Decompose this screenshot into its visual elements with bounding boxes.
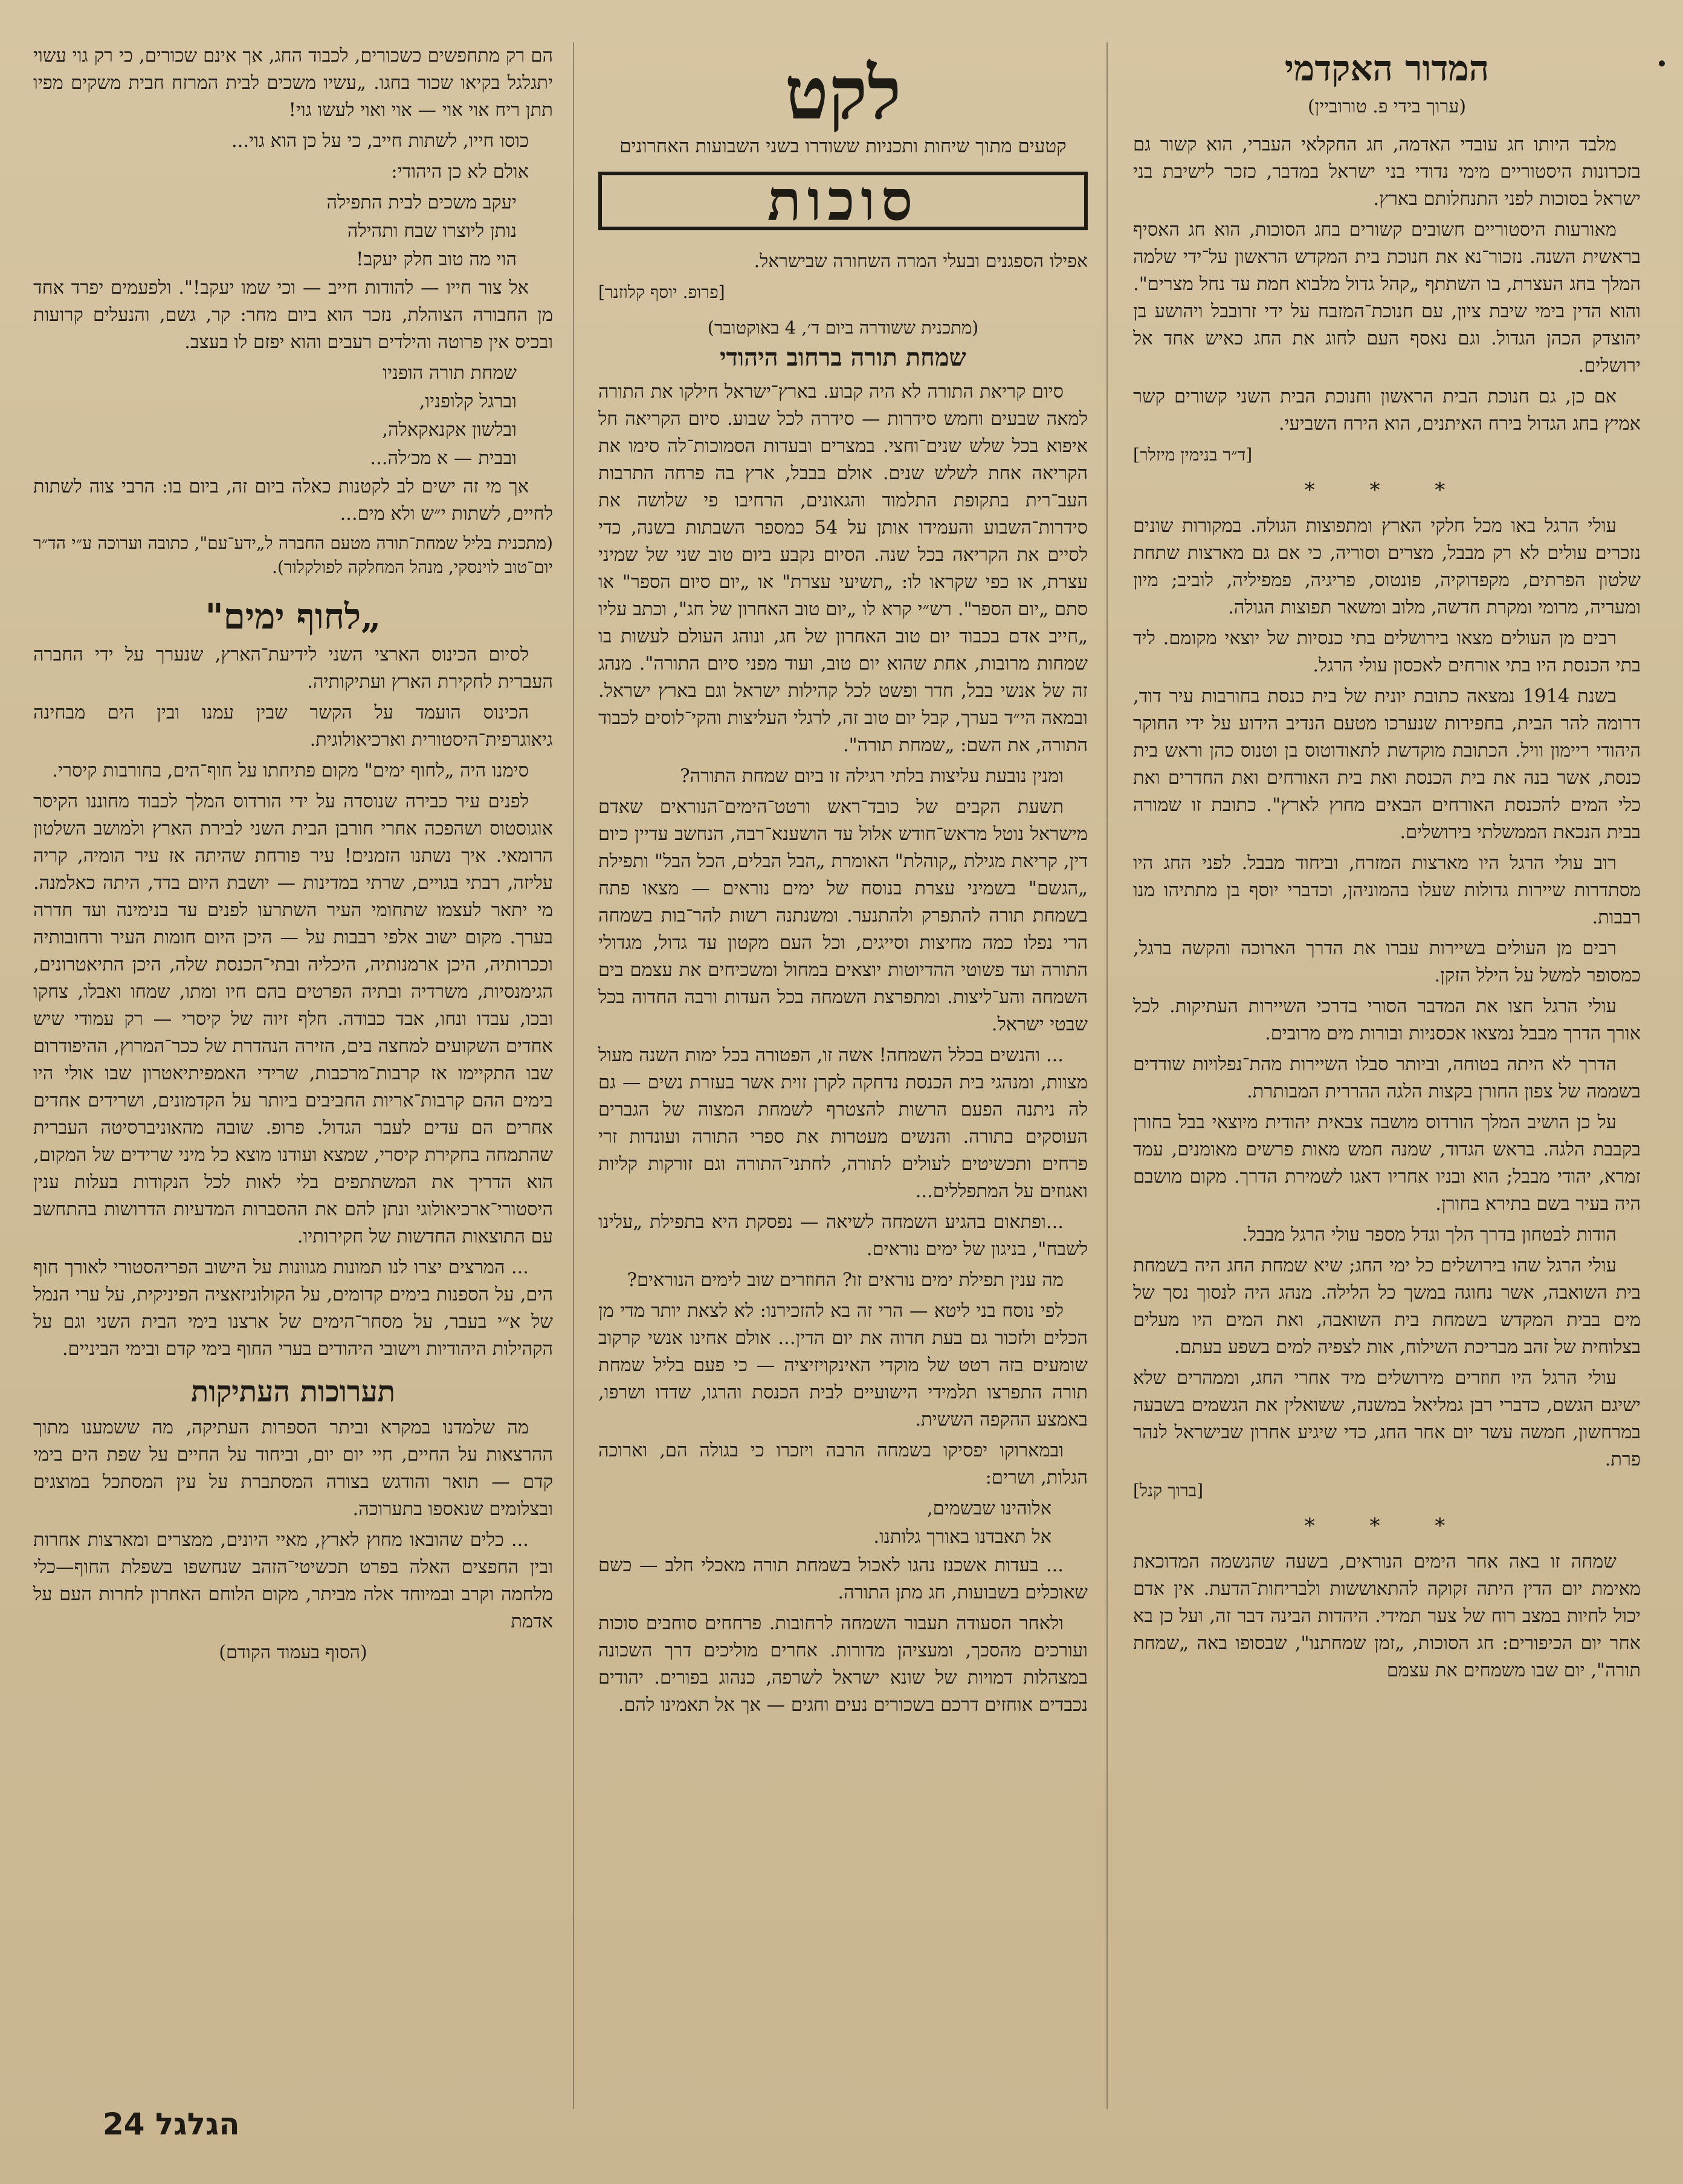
paragraph: רבים מן העולים מצאו בירושלים בתי כנסיות של יוצאי מקומם. ליד בתי הכנסת היו בתי אורחים לאכסון עולי הרגל. [1133,628,1641,676]
author-signature: [ברוך קנל] [1133,1481,1204,1501]
poem-line: ובבית — א מכ׳לה... [370,448,517,469]
paragraph: מאורעות היסטוריים חשובים קשורים בחג הסוכות, הוא חג האסיף בראשית השנה. נזכור־נא את חנוכת בית המקדש הראשון על־ידי שלמה המלך בחג העצרת, בו השתתף „קהל גדול מלבוא חמת עד נחל מצרים". והוא הדין בימי שיבת ציון, עם חנוכת־המזבח על ידי זרובבל ויהושע בן יהוצדק הכהן הגדול. וגם נאסף העם לחוג את החג כאיש אחד אל ירושלים. [1133,219,1641,376]
paragraph: ... והנשים בכלל השמחה! אשה זו, הפטורה בכל ימות השנה מעול מצוות, ומנהגי בית הכנסת נדחקה לקרן זוית אשר בעזרת נשים — גם לה ניתנה הפעם הרשות להצטרף לשמחת המצוה של הגברים העוסקים בתורה. והנשים מעטרות את ספרי התורה ועונדות זרי פרחים ותכשיטים לעולים לתורה, לחתני־התורה וגם זורקות קליות ואגוזים על המתפללים... [598,1045,1088,1202]
sukkot-box-title: סוכות [598,172,1088,230]
paragraph: אולם לא כן היהודי: [391,161,529,183]
poem-line: ובלשון אקנאקאלה, [382,419,517,441]
program-note: (מתכנית בליל שמחת־תורה מטעם החברה ל„ידע־עם", כתובה וערוכה ע״י הד״ר יום־טוב לוינסקי, מנהל המחלקה לפולקלור). [33,533,553,577]
paragraph: הכינוס הועמד על הקשר שבין עמנו ובין הים מבחינה גיאוגרפית־היסטורית וארכיאולוגית. [33,702,553,751]
paragraph: בשנת 1914 נמצאה כתובת יונית של בית כנסת בחורבות עיר דוד, דרומה להר הבית, בחפירות שנערכו מטעם הנדיב הידוע על ידי החוקר היהודי ריימון וויל. הכתובת מוקדשת לתאודוטוס בן וטנוס כהן וראש בית כנסת, אשר בנה את בית הכנסת ואת בית האורחים ואת החדרים ואת כלי המים להכנסת האורחים הבאים מחוץ לארץ". כתובת זו שמורה בבית הנכאת הממשלתי בירושלים. [1133,686,1641,843]
paragraph: עולי הרגל באו מכל חלקי הארץ ומתפוצות הגולה. במקורות שונים נזכרים עולים לא רק מבבל, מצרים וסוריה, כי אם גם מארצות שתחת שלטון הפרתים, מקפדוקיה, פונטוס, פריגיה, פמפיליה, לוביב; מיון ומעריה, מרומי ומקרת חדשה, מלוב ומשאר תפוצות הגולה. [1133,515,1641,618]
paragraph: לסיום הכינוס הארצי השני לידיעת־הארץ, שנערך על ידי החברה העברית לחקירת הארץ ועתיקותיה. [33,644,553,693]
section-divider: * * * [1304,478,1470,502]
paragraph: ... בעדות אשכנז נהגו לאכול בשמחת תורה מאכלי חלב — כשם שאוכלים בשבועות, חג מתן התורה. [598,1555,1088,1603]
paragraph: כוסו חייו, לשתות חייב, כי על כן הוא גוי... [231,131,529,152]
paragraph: הודות לבטחון בדרך הלך וגדל מספר עולי הרגל מבבל. [1242,1224,1617,1245]
paragraph: ... כלים שהובאו מחוץ לארץ, מאיי היונים, ממצרים ומארצות אחרות ובין החפצים האלה בפרט תכשיטי־הזהב שנחשפו בשפלת החוף—כלי מלחמה וקרב ובמיוחד אלה מביתר, מקום הלוחם האחרון לחרות העם על אדמת [33,1530,553,1632]
middle-column [598,42,1088,2127]
paragraph: עולי הרגל שהו בירושלים כל ימי החג; שיא שמחת החג היה בשמחת בית השואבה, אשר נחוגה במשך כל הלילה. מנהג היה לנסוך נסך של מים בבית המקדש בשמחת בית השואבה, ואת המים היו מעלים בצלוחית של זהב מבריכת השילוח, אות לצפיה למים בשפע בעתם. [1133,1255,1641,1358]
paragraph: עולי הרגל חצו את המדבר הסורי בדרכי השיירות העתיקות. לכל אורך הדרך מבבל נמצאו אכסניות ובורות מים מרובים. [1133,996,1641,1044]
paragraph: הדרך לא היתה בטוחה, וביותר סבלו השיירות מהת־נפלויות שודדים בשממה של צפון החורן בקצות הלגה ההררית המבותרת. [1133,1054,1641,1102]
page-footer [103,2107,240,2142]
paragraph: על כן הושיב המלך הורדוס מושבה צבאית יהודית מיוצאי בבל בחורן בקבבת הלגה. בראש הגדוד, שמנה חמש מאות פרשים מאומנים, עמד זמרא, יהודי מבבל; הוא ובניו אחריו דאגו לשמירת הדרך. מקום מושבם היה בעיר בשם בתירא בחורן. [1133,1112,1641,1215]
poem-line: וברגל קלופניו, [419,391,517,412]
intro-line: אפילו הספגנים ובעלי המרה השחורה שבישראל. [754,251,1088,272]
column-rule [573,42,574,2109]
paragraph: ... המרצים יצרו לנו תמונות מגוונות על הישוב הפריהסטורי לאורך חוף הים, על הספנות בימים קדומים, על הקולוניזאציה הפיניקית, על ערי הנמל של א״י בעבר, על מסחר־הימים של ארצנו בימי הבית השני וגם על הקהילות היהודיות וישובי היהודים בערי החוף בימי קדם ובימי הביניים. [33,1257,553,1360]
paragraph: מה ענין תפילת ימים נוראים זו? החוזרים שוב לימים הנוראים? [627,1270,1064,1291]
edge-mark [1659,60,1665,66]
magazine-name: הגלגל [155,2107,240,2142]
author-signature: [ד״ר בנימין מיזלר] [1133,445,1253,465]
paragraph: ומנין נובעת עליצות בלתי רגילה זו ביום שמחת התורה? [680,766,1064,787]
section-title: „לחוף ימים" [205,596,381,637]
paragraph: עולי הרגל היו חוזרים מירושלים מיד אחרי החג, וממהרים שלא ישיגם הגשם, כדברי רבן גמליאל במשנה, ששואלין את הגשמים בשבעה במרחשון, חמשה עשר יום אחר החג, כדי שיגיע אחרון שבישראל לנהר פרת. [1133,1368,1641,1470]
poem-line: שמחת תורה הופניו [383,363,517,384]
author-signature: [פרופ. יוסף קלוזנר] [598,282,725,302]
continued-note: (הסוף בעמוד הקודם) [219,1642,367,1663]
left-column [33,42,553,2127]
column-rule [1106,42,1108,2109]
paragraph: סיום קריאת התורה לא היה קבוע. בארץ־ישראל חילקו את התורה למאה שבעים וחמש סידרות — סידרה לכל שבוע. סיום הקריאה חל איפוא בכל שלש שנים־וחצי. במצרים ובעדות הסמוכות־לה סימו את הקריאה אחת לשלש שנים. אולם בבבל, ארץ בה פרחה התרבות העב־רית בתקופת התלמוד והגאונים, הרחיבו פי שלושה את סידרות־השבוע והעמידו אותן על 54 כמספר השבתות בשנה, כדי לסיים את הקריאה בכל שנה. הסיום נקבע ביום טוב שני של שמיני עצרת, או כפי שקראו לו: „תשיעי עצרת" או „יום סיום הספר" או סתם „יום הספר". רש״י קרא לו „יום טוב האחרון של חג", וכתב עליו „חייב אדם בכבוד יום טוב האחרון של חג, ונוהג העולם לעשות בו שמחות מרובות, אחת שהוא יום טוב, ועוד מפני סיום התורה". מנהג זה של אנשי בבל, חדר ופשט לכל קהילות ישראל וגם בארץ ישראל. ובמאה הי״ד בערך, קבל יום טוב זה, לרגלי העליצות והקי־לוסים לכבוד התורה, את השם: „שמחת תורה". [598,381,1088,756]
leket-subtitle: קטעים מתוך שיחות ותכניות ששודרו בשני השבועות האחרונים [619,135,1067,157]
poem-line: נותן ליוצרו שבח ותהילה [347,221,517,242]
leket-title: לקט [784,51,902,136]
broadcast-note: (מתכנית ששודרה ביום ד׳, 4 באוקטובר) [707,317,979,338]
paragraph: רוב עולי הרגל היו מארצות המזרח, וביחוד מבבל. לפני החג היו מסתדרות שיירות גדולות שעלו בהמוניהן, וכדברי יוסף בן מתתיהו מנו רבבות. [1133,853,1641,928]
paragraph: אך מי זה ישים לב לקטנות כאלה ביום זה, ביום בו: הרבי צוה לשתות לחיים, לשתות י״ש ולא מים... [33,476,553,525]
paragraph: הם רק מתחפשים כשכורים, לכבוד החג, אך אינם שכורים, כי רק גוי עשוי יתגלגל בקיאו שכור בחגו. „עשיו משכים לבית המרזח חבית משקים מפיו תתן ריח אוי אוי — אוי ואוי לעשו גוי! [33,45,553,121]
section-title: המדור האקדמי [1284,48,1490,89]
page-number: 24 [103,2107,145,2142]
poem-line: הוי מה טוב חלק יעקב! [356,249,517,270]
article-subhead: שמחת תורה ברחוב היהודי [720,343,966,372]
poem-line: אלוהינו שבשמים, [926,1498,1051,1519]
paragraph: שמחה זו באה אחר הימים הנוראים, בשעה שהנשמה המדוכאת מאימת יום הדין היתה זקוקה להתאוששות ולבריחות־הדעת. אין אדם יכול לחיות במצב רוח של צער תמידי. היהדות הבינה דבר זה, ועל כן בא אחר יום הכיפורים: חג הסוכות, „זמן שמחתנו", שבסופו באה „שמחת תורה", יום שבו משמחים את עצמם [1133,1551,1641,1681]
editor-credit: (ערוך בידי פ. טורוביין) [1307,96,1467,117]
paragraph: אל צור חייו — להודות חייב — וכי שמו יעקב!". ולפעמים יפרד אחד מן החבורה הצוהלת, נזכר הוא ביום מחר: קר, גשם, והנעלים קרועות ובכיס אין פרוטה והילדים רעבים והוא יפזם לו בעצב. [33,277,553,353]
paragraph: ובמארוקו יפסיקו בשמחה הרבה ויזכרו כי בגולה הם, וארוכה הגלות, ושרים: [598,1440,1088,1488]
paragraph: אם כן, גם חנוכת הבית הראשון וחנוכת הבית השני קשורים קשר אמיץ בחג הגדול בירח האיתנים, הוא הירח השביעי. [1133,386,1641,435]
right-column [1133,42,1641,2127]
paragraph: רבים מן העולים בשיירות עברו את הדרך הארוכה והקשה ברגל, כמסופר למשל על הילל הזקן. [1133,938,1641,986]
paragraph: סימנו היה „לחוף ימים" מקום פתיחתו על חוף־הים, בחורבות קיסרי. [52,760,529,781]
paragraph: ...ופתאום בהגיע השמחה לשיאה — נפסקת היא בתפילת „עלינו לשבח", בניגון של ימים נוראים. [598,1212,1088,1260]
section-headline: תערוכות העתיקות [191,1375,395,1409]
paragraph: מלבד היותו חג עובדי האדמה, חג החקלאי העברי, הוא קשור גם בזכרונות היסטוריים מימי נדודי בני ישראל במדבר, כזכר לישיבת בני ישראל בסוכות לפני התנחלותם בארץ. [1133,134,1641,210]
paragraph: ולאחר הסעודה תעבור השמחה לרחובות. פרחחים סוחבים סוכות ועורכים מהסכך, ומעציהן מדורות. אחרים מוליכים דרך השכונה במצהלות דמויות של שונא ישראל לשרפה, כנהוג בפורים. יהודים נכבדים אוחזים דרכם בשכורים נעים וחגים — אך אל תאמינו להם. [598,1613,1088,1716]
paragraph: לפי נוסח בני ליטא — הרי זה בא להזכירנו: לא לצאת יותר מדי מן הכלים ולזכור גם בעת חדוה את יום הדין... אולם אחינו אנשי קרקוב שומעים בזה רטט של מוקדי האינקויזיציה — כי פעם בליל שמחת תורה התפרצו תלמידי הישועיים לבית הכנסת והרגו, שדדו ושרפו, באמצע ההקפה הששית. [598,1300,1088,1430]
poem-line: אל תאבדנו באורך גלותנו. [873,1527,1051,1548]
paragraph: מה שלמדנו במקרא וביתר הספרות העתיקה, מה ששמענו מתוך ההרצאות על החיים, חיי יום יום, וביחוד על החיים על שפת הים בימי קדם — תואר והודגש בצורה המסתברת על עין המסתכל במוצגים ובצלומים שנאספו בתערוכה. [33,1417,553,1520]
section-divider: * * * [1304,1514,1470,1538]
poem-line: יעקב משכים לבית התפילה [326,192,517,213]
paragraph: תשעת הקבים של כובד־ראש ורטט־הימים־הנוראים שאדם מישראל נוטל מראש־חודש אלול עד הושענא־רבה, הנחשב עדיין כיום דין, קריאת מגילת „קוהלת" האומרת „הבל הבלים, הכל הבל" ותפילת „הגשם" בשמיני עצרת בנוסח של ימים נוראים — מצאו פתח בשמחת תורה להתפרק ולהתנער. ומשנתנה רשות להר־בות בשמחה הרי נפלו כמה מחיצות וסייגים, וכל העם מקטון עד גדול, מגדולי התורה ועד פשוטי ההדיוטות יוצאים במחול ומשכיחים את עצמם בים השמחה והע־ליצות. ומתפרצת השמחה בכל העדות ורבה החדוה בכל שבטי ישראל. [598,796,1088,1035]
paragraph: לפנים עיר כבירה שנוסדה על ידי הורדוס המלך לכבוד מחוננו הקיסר אוגוסטוס ושהפכה אחרי חורבן הבית השני לבירת הארץ ולמושב השלטון הרומאי. איך נשתנו הזמנים! עיר פורחת שהיתה אז עיר הומיה, קריה עליזה, רבתי בגויים, שרתי במדינות — יושבת היום בדד, היתה כאלמנה. מי יתאר לעצמו שתחומי העיר השתרעו לפנים עד בנימינה ועד חדרה בערך. מקום ישוב אלפי רבבות על — היכן היום חומות העיר ורחובותיה וככרותיה, היכן ארמנותיה, היכליה ובתי־הכנסת שלה, היכן התיאטרונים, הגימנסיות, משרדיה ובתיה הפרטים בהם חיו ומתו, שמחו ואבלו, צחקו ובכו, עבדו ונחו, אבד כבודה. חלף זיוה של קיסרי — רק עמודי שיש אחדים השקועים למחצה בים, הזירה הנהדרת של ככר־המרוץ, ההיפודרום שבו התקיימו אז קרבות־מרכבות, שרידי האמפיתיאטרון שבו אולי היו בימים ההם קרבות־אריות החביבים ביותר על הקדמונים, ושרידים אחדים אחרים הם עדים לעבר הגדול. פרופ. שובה מהאוניברסיטה העברית שהתמחה בחקירת קיסרי, שמצא ועודנו מוצא כל מיני שרידים של המקום, הוא הדריך את המשתתפים בלי לאות לכל הנקודות בעלות ענין היסטורי־ארכיאולוגי ונתן להם את ההסברות המדעיות הדרושות בהתחשב עם התוצאות החדשות של חקירותיו. [33,791,553,1247]
